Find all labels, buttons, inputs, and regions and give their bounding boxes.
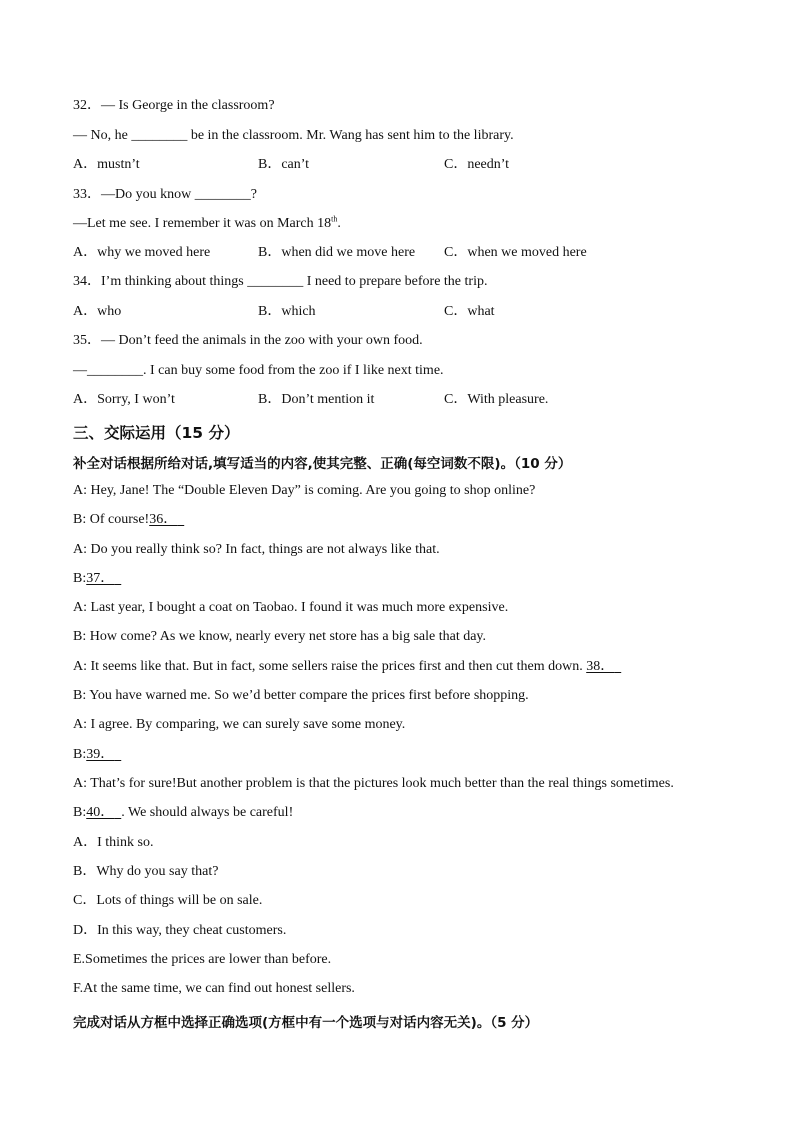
choice-item: D．In this way, they cheat customers. — [73, 923, 287, 938]
q35-option-b: B．Don’t mention it — [258, 392, 375, 407]
blank-36: 36． — [149, 512, 178, 527]
choice-item: F.At the same time, we can find out honest sellers. — [73, 981, 355, 996]
blank-38: 38． — [586, 659, 615, 674]
q35-stem: 35．— Don’t feed the animals in the zoo with your own food. — [73, 333, 423, 348]
dialogue-line: B: How come? As we know, nearly every net store has a big sale that day. — [73, 629, 487, 644]
dialogue-line: A: Last year, I bought a coat on Taobao. I found it was much more expensive. — [73, 600, 509, 615]
q35-option-c: C．With pleasure. — [444, 392, 549, 407]
section-title: 三、交际运用（15 分） — [73, 424, 240, 442]
q35-reply: —________. I can buy some food from the zoo if I like next time. — [73, 363, 444, 378]
q34-stem: 34．I’m thinking about things ________ I need to prepare before the trip. — [73, 274, 488, 289]
q33-stem: 33．—Do you know ________? — [73, 187, 257, 202]
dialogue-line: B: You have warned me. So we’d better compare the prices first before shopping. — [73, 688, 529, 703]
dialogue-line: A: Do you really think so? In fact, things are not always like that. — [73, 542, 440, 557]
choice-item: E.Sometimes the prices are lower than before. — [73, 952, 332, 967]
choice-item: B．Why do you say that? — [73, 864, 219, 879]
part2-instruction: 完成对话从方框中选择正确选项(方框中有一个选项与对话内容无关)。（5 分） — [73, 1015, 539, 1031]
dialogue-line: A: It seems like that. But in fact, some sellers raise the prices first and then cut them down. 38． — [73, 659, 615, 674]
q34-option-c: C．what — [444, 304, 495, 319]
q35-option-a: A．Sorry, I won’t — [73, 392, 175, 407]
dialogue-line: B: Of course!36． — [73, 512, 178, 527]
q33-reply: —Let me see. I remember it was on March 18th. — [73, 214, 341, 231]
choice-item: A．I think so. — [73, 835, 154, 850]
part1-instruction: 补全对话根据所给对话,填写适当的内容,使其完整、正确(每空词数不限)。（10 分） — [73, 456, 572, 472]
dialogue-line: B:40． . We should always be careful! — [73, 805, 294, 820]
q32-option-b: B．can’t — [258, 157, 310, 172]
q32-option-a: A．mustn’t — [73, 157, 140, 172]
dialogue-line: A: I agree. By comparing, we can surely save some money. — [73, 717, 406, 732]
q33-option-b: B．when did we move here — [258, 245, 416, 260]
q32-option-c: C．needn’t — [444, 157, 510, 172]
q34-option-a: A．who — [73, 304, 122, 319]
q32-stem: 32．— Is George in the classroom? — [73, 98, 275, 113]
blank-40: 40． — [86, 805, 115, 820]
dialogue-line: A: Hey, Jane! The “Double Eleven Day” is coming. Are you going to shop online? — [73, 483, 536, 498]
q33-option-a: A．why we moved here — [73, 245, 211, 260]
q34-option-b: B．which — [258, 304, 316, 319]
dialogue-line: A: That’s for sure!But another problem is that the pictures look much better than the real things sometimes. — [73, 776, 674, 791]
blank-39: 39． — [86, 747, 115, 762]
choice-item: C．Lots of things will be on sale. — [73, 893, 263, 908]
dialogue-line: B:37． — [73, 571, 115, 586]
dialogue-line: B:39． — [73, 747, 115, 762]
blank-37: 37． — [86, 571, 115, 586]
q32-reply: — No, he ________ be in the classroom. Mr. Wang has sent him to the library. — [73, 128, 514, 143]
q33-option-c: C．when we moved here — [444, 245, 587, 260]
